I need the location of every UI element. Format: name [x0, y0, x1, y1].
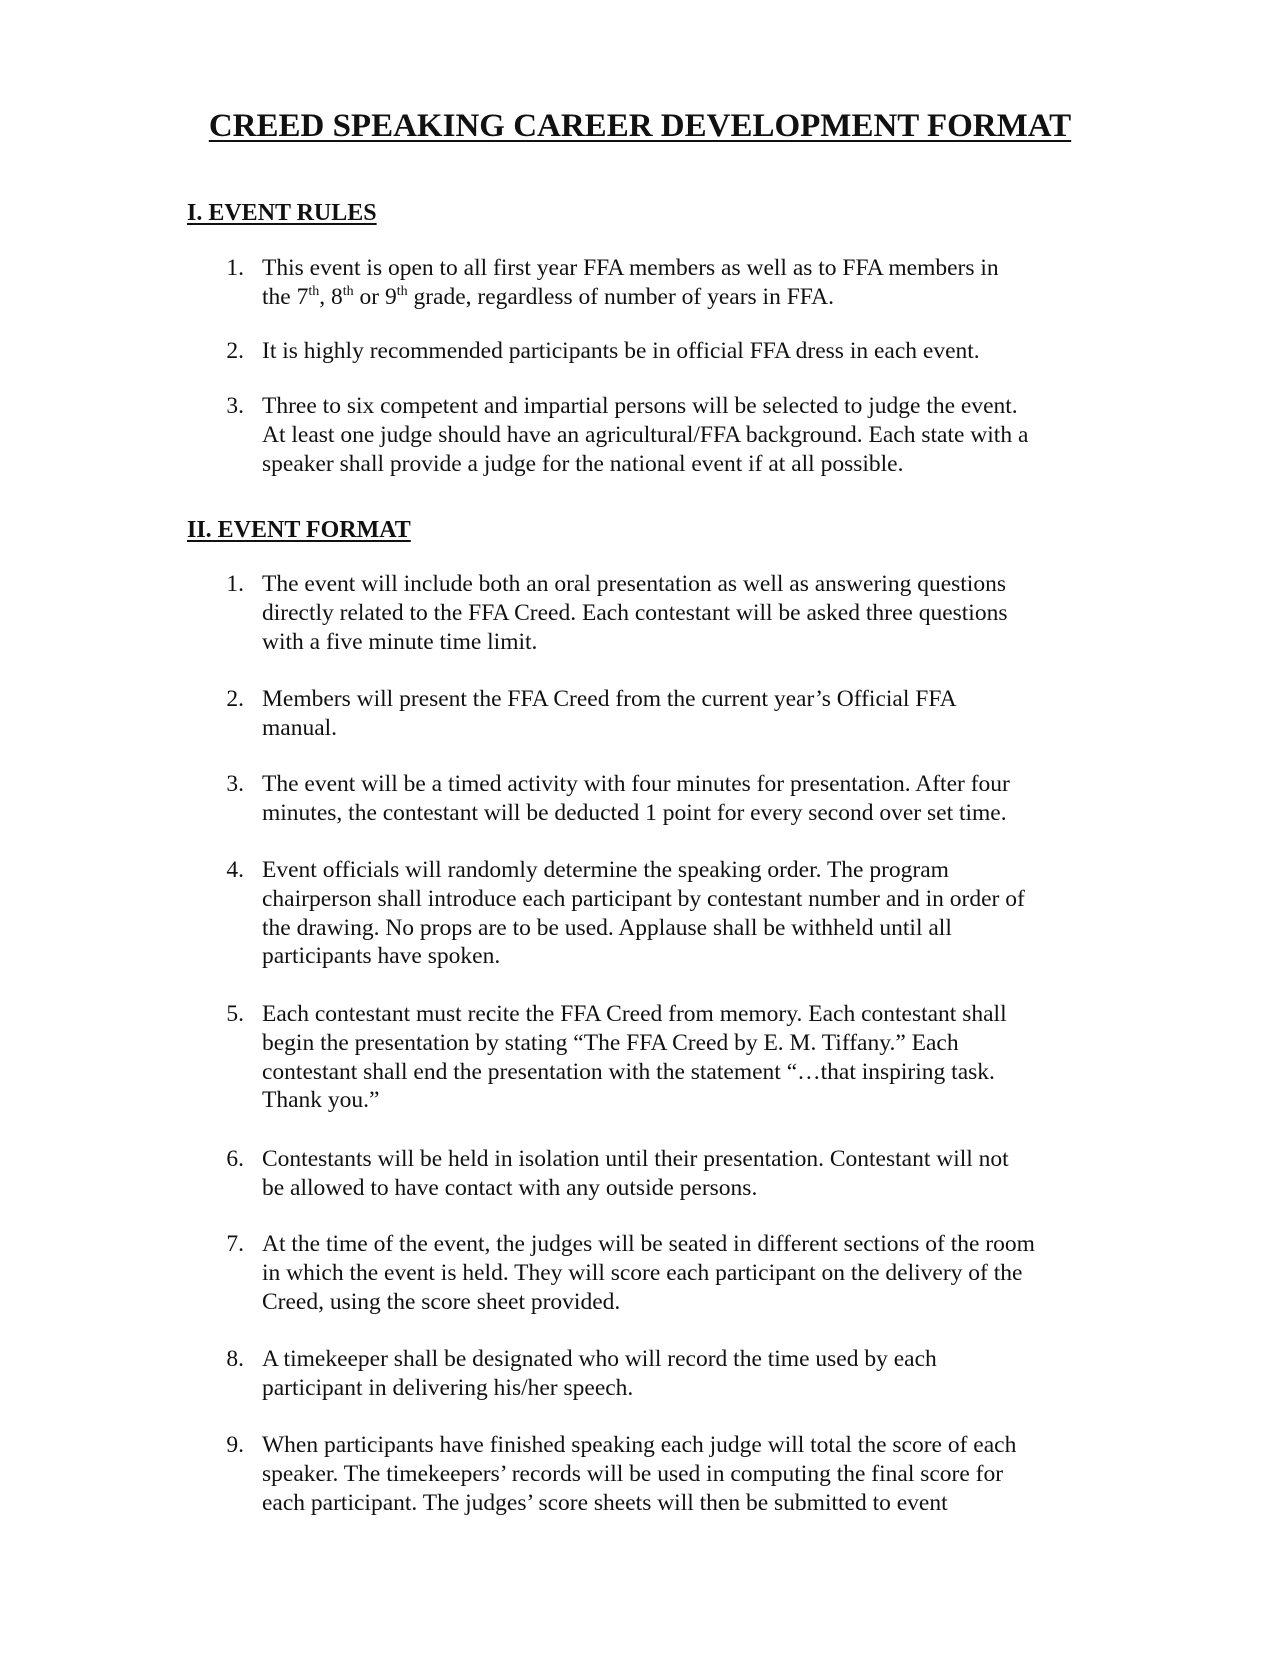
item-number: 2.: [226, 338, 244, 364]
grade-text: , 8: [319, 283, 343, 310]
item-text: [262, 1431, 1100, 1517]
item-number: 8.: [226, 1346, 244, 1372]
item-text: [262, 570, 1100, 656]
item-line: each participant. The judges’ score sheets will then be submitted to event: [262, 1489, 948, 1516]
item-line: the drawing. No props are to be used. Applause shall be withheld until all: [262, 914, 952, 941]
item-number: 1.: [226, 255, 244, 281]
item-line: At least one judge should have an agricultural/FFA background. Each state with a: [262, 421, 1029, 448]
grade-text: or 9: [353, 283, 397, 310]
item-text: [262, 770, 1100, 828]
item-text: [262, 254, 1100, 312]
item-line: directly related to the FFA Creed. Each contestant will be asked three questions: [262, 599, 1008, 626]
item-line: Creed, using the score sheet provided.: [262, 1288, 621, 1315]
item-line: A timekeeper shall be designated who will record the time used by each: [262, 1346, 937, 1372]
item-line: The event will include both an oral presentation as well as answering questions: [262, 571, 1006, 597]
item-line: Three to six competent and impartial persons will be selected to judge the event.: [262, 393, 1018, 419]
item-line: manual.: [262, 714, 338, 741]
item-text: [262, 1345, 1100, 1403]
item-line: begin the presentation by stating “The FFA Creed by E. M. Tiffany.” Each: [262, 1029, 959, 1056]
item-text: [262, 392, 1100, 478]
item-line: Thank you.”: [262, 1087, 380, 1114]
item-line: Event officials will randomly determine the speaking order. The program: [262, 857, 949, 883]
grade-text: grade, regardless of number of years in FFA.: [407, 283, 834, 310]
item-line: It is highly recommended participants be in official FFA dress in each event.: [262, 338, 980, 364]
document-title: CREED SPEAKING CAREER DEVELOPMENT FORMAT: [208, 108, 1072, 144]
item-number: 6.: [226, 1146, 244, 1172]
item-line: This event is open to all first year FFA members as well as to FFA members in: [262, 255, 999, 281]
item-number: 3.: [226, 393, 244, 419]
item-number: 1.: [226, 571, 244, 597]
item-line: in which the event is held. They will score each participant on the delivery of the: [262, 1259, 1023, 1286]
superscript: th: [342, 283, 354, 299]
item-line: minutes, the contestant will be deducted 1 point for every second over set time.: [262, 799, 1007, 826]
item-line: chairperson shall introduce each participant by contestant number and in order of: [262, 885, 1025, 912]
item-number: 5.: [226, 1001, 244, 1027]
item-text: [262, 685, 1100, 743]
item-number: 7.: [226, 1231, 244, 1257]
section-heading-event-format: II. EVENT FORMAT: [187, 517, 411, 543]
superscript: th: [396, 283, 408, 299]
grade-text: the 7: [262, 283, 309, 310]
item-number: 2.: [226, 686, 244, 712]
item-number: 4.: [226, 857, 244, 883]
item-line: with a five minute time limit.: [262, 628, 538, 655]
item-text: [262, 1000, 1100, 1115]
grade-line: [262, 283, 1100, 312]
item-text: [262, 856, 1100, 971]
item-line: Members will present the FFA Creed from the current year’s Official FFA: [262, 686, 957, 712]
item-number: 3.: [226, 771, 244, 797]
item-line: contestant shall end the presentation with the statement “…that inspiring task.: [262, 1058, 995, 1085]
item-line: When participants have finished speaking each judge will total the score of each: [262, 1432, 1017, 1458]
superscript: th: [308, 283, 320, 299]
item-number: 9.: [226, 1432, 244, 1458]
item-line: Each contestant must recite the FFA Creed from memory. Each contestant shall: [262, 1001, 1007, 1027]
item-text: [262, 1230, 1100, 1316]
item-line: speaker shall provide a judge for the national event if at all possible.: [262, 450, 904, 477]
item-line: participants have spoken.: [262, 943, 501, 970]
section-heading-event-rules: I. EVENT RULES: [187, 200, 377, 226]
item-text: [262, 1145, 1100, 1203]
item-line: participant in delivering his/her speech.: [262, 1374, 634, 1401]
item-line: Contestants will be held in isolation until their presentation. Contestant will not: [262, 1146, 1009, 1172]
item-line: At the time of the event, the judges will be seated in different sections of the room: [262, 1231, 1035, 1257]
item-line: The event will be a timed activity with four minutes for presentation. After four: [262, 771, 1010, 797]
item-line: be allowed to have contact with any outside persons.: [262, 1174, 758, 1201]
item-text: [262, 337, 1100, 366]
item-line: speaker. The timekeepers’ records will be used in computing the final score for: [262, 1460, 1004, 1487]
